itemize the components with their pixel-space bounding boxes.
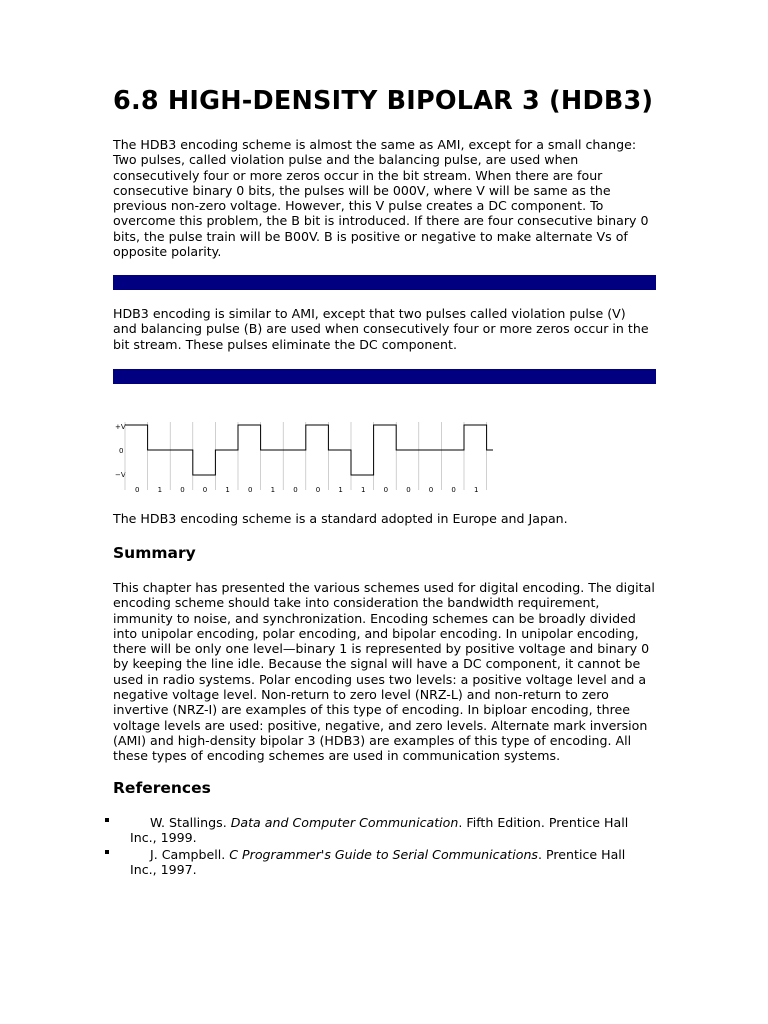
note-divider-bottom bbox=[113, 369, 656, 384]
hdb3-waveform bbox=[113, 412, 493, 497]
page-title: 6.8 HIGH-DENSITY BIPOLAR 3 (HDB3) bbox=[113, 86, 654, 116]
summary-line: there will be only one level—binary 1 is represented by positive voltage and binary 0 bbox=[113, 641, 650, 657]
intro-line: consecutive binary 0 bits, the pulses will be 000V, where V will be same as the bbox=[113, 182, 611, 198]
level-label-positive: +V bbox=[115, 423, 126, 431]
bit-boundary-lines bbox=[125, 422, 493, 490]
summary-line: encoding scheme should take into consideration the bandwidth requirement, bbox=[113, 595, 600, 611]
note-line: HDB3 encoding is similar to AMI, except that two pulses called violation pulse (V) bbox=[113, 306, 626, 321]
bit-label: 1 bbox=[270, 486, 276, 494]
reference-item bbox=[105, 815, 665, 846]
reference-publisher: . Fifth Edition. Prentice Hall bbox=[458, 815, 629, 830]
summary-line: This chapter has presented the various schemes used for digital encoding. The digital bbox=[113, 580, 655, 595]
signal-trace bbox=[125, 425, 493, 475]
summary-line: (AMI) and high-density bipolar 3 (HDB3) are examples of this type of encoding. All bbox=[113, 732, 632, 748]
reference-author: W. Stallings. bbox=[150, 815, 231, 830]
references-heading: References bbox=[113, 779, 211, 797]
reference-title: Data and Computer Communication bbox=[230, 815, 459, 830]
bit-label: 0 bbox=[383, 486, 389, 494]
bit-label: 0 bbox=[451, 486, 456, 494]
note-divider-top bbox=[113, 275, 656, 290]
intro-line: consecutively four or more zeros occur in the bit stream. When there are four bbox=[113, 167, 603, 183]
intro-line: Two pulses, called violation pulse and the balancing pulse, are used when bbox=[113, 152, 579, 168]
summary-line: into unipolar encoding, polar encoding, and bipolar encoding. In unipolar encoding, bbox=[113, 625, 639, 641]
bit-label: 0 bbox=[202, 486, 208, 494]
reference-publisher: . Prentice Hall bbox=[538, 847, 626, 863]
level-label-zero: 0 bbox=[119, 447, 124, 455]
intro-line: opposite polarity. bbox=[113, 244, 222, 260]
summary-line: immunity to noise, and synchronization. Encoding schemes can be broadly divided bbox=[113, 610, 636, 626]
reference-author: J. Campbell. bbox=[150, 847, 230, 863]
note-line: bit stream. These pulses eliminate the DC component. bbox=[113, 336, 457, 352]
intro-line: The HDB3 encoding scheme is almost the same as AMI, except for a small change: bbox=[113, 137, 637, 152]
hdb3-waveform-figure bbox=[113, 412, 493, 497]
bit-labels bbox=[135, 486, 478, 494]
summary-line: negative voltage level. Non-return to zero level (NRZ-L) and non-return to zero bbox=[113, 687, 609, 703]
level-label-negative: −V bbox=[115, 471, 126, 479]
intro-line: overcome this problem, the B bit is introduced. If there are four consecutive binary 0 bbox=[113, 213, 649, 229]
note-paragraph bbox=[113, 306, 656, 352]
note-line: and balancing pulse (B) are used when consecutively four or more zeros occur in the bbox=[113, 321, 649, 337]
reference-item bbox=[105, 847, 665, 878]
summary-line: used in radio systems. Polar encoding uses two levels: a positive voltage level and a bbox=[113, 671, 647, 687]
bit-label: 0 bbox=[135, 486, 140, 494]
bit-label: 0 bbox=[315, 486, 321, 494]
intro-paragraph bbox=[113, 137, 656, 259]
figure-caption: The HDB3 encoding scheme is a standard adopted in Europe and Japan. bbox=[113, 511, 568, 526]
bit-label: 0 bbox=[428, 486, 434, 494]
bit-label: 1 bbox=[225, 486, 230, 494]
reference-year: Inc., 1997. bbox=[130, 862, 197, 878]
references-list bbox=[105, 815, 665, 879]
bit-label: 1 bbox=[474, 486, 479, 494]
bit-label: 1 bbox=[338, 486, 343, 494]
summary-line: voltage levels are used: positive, negative, and zero levels. Alternate mark inversion bbox=[113, 717, 648, 733]
intro-line: previous non-zero voltage. However, this V pulse creates a DC component. To bbox=[113, 198, 604, 214]
bit-label: 0 bbox=[406, 486, 411, 494]
bit-label: 0 bbox=[180, 486, 185, 494]
summary-line: these types of encoding schemes are used in communication systems. bbox=[113, 748, 561, 764]
reference-year: Inc., 1999. bbox=[130, 830, 197, 846]
reference-title: C Programmer's Guide to Serial Communications bbox=[229, 847, 538, 863]
bullet-icon bbox=[105, 818, 109, 822]
summary-paragraph bbox=[113, 580, 656, 764]
summary-line: by keeping the line idle. Because the signal will have a DC component, it cannot be bbox=[113, 656, 641, 672]
bit-label: 0 bbox=[293, 486, 298, 494]
summary-line: invertive (NRZ-I) are examples of this type of encoding. In biploar encoding, three bbox=[113, 702, 630, 718]
bullet-icon bbox=[105, 850, 109, 854]
summary-heading: Summary bbox=[113, 544, 196, 562]
bit-label: 0 bbox=[248, 486, 253, 494]
intro-line: bits, the pulse train will be B00V. B is positive or negative to make alternate Vs of bbox=[113, 228, 628, 244]
bit-label: 1 bbox=[157, 486, 163, 494]
bit-label: 1 bbox=[361, 486, 366, 494]
